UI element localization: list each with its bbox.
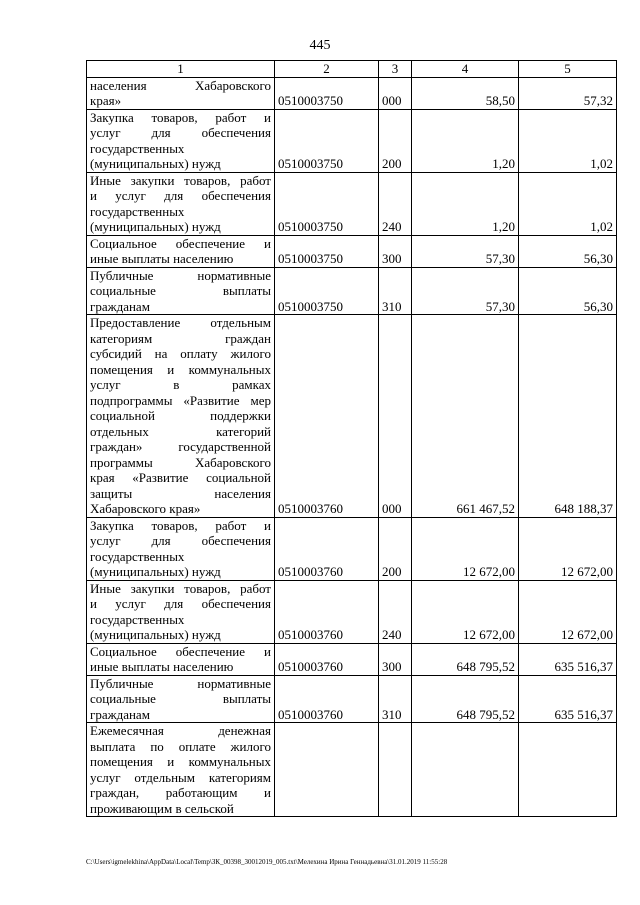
row-name-cell (87, 315, 275, 518)
target-article-cell: 0510003750 (275, 77, 379, 109)
header-row (87, 61, 617, 78)
expense-type-cell: 310 (379, 267, 412, 315)
row-name-line: граждан, работающим и (90, 785, 271, 800)
expense-type-cell: 000 (379, 315, 412, 518)
row-name-line: социальные выплаты (90, 283, 271, 298)
row-name-cell (87, 643, 275, 675)
expense-type-cell: 200 (379, 517, 412, 580)
amount-2020-cell (519, 723, 617, 817)
amount-2020-cell: 1,02 (519, 109, 617, 172)
row-name-line: Иные закупки товаров, работ (90, 580, 271, 596)
row-name-cell (87, 172, 275, 235)
row-name-line: подпрограммы «Развитие мер (90, 392, 271, 408)
amount-2020-cell: 12 672,00 (519, 580, 617, 643)
row-name-line: населения Хабаровского (90, 77, 271, 93)
row-name-cell (87, 675, 275, 723)
row-name-line: и услуг для обеспечения (90, 188, 271, 203)
amount-2019-cell: 58,50 (412, 77, 519, 109)
row-name-line: услуг для обеспечения (90, 533, 271, 548)
row-name-line: (муниципальных) нужд (90, 627, 221, 642)
row-name-line: выплата по оплате жилого (90, 738, 271, 754)
row-name-line: социальные выплаты (90, 691, 271, 706)
expense-type-cell: 240 (379, 172, 412, 235)
header-cell: 2 (275, 61, 379, 78)
table-row (87, 675, 617, 723)
amount-2020-cell: 648 188,37 (519, 315, 617, 518)
table-row (87, 77, 617, 109)
row-name-line: услуг в рамках (90, 377, 271, 392)
row-name-line: (муниципальных) нужд (90, 219, 221, 234)
row-name-line: социальной поддержки (90, 408, 271, 423)
row-name-line: Хабаровского края» (90, 501, 201, 516)
row-name-line: Публичные нормативные (90, 267, 271, 283)
row-name-line: помещения и коммунальных (90, 361, 271, 377)
row-name-cell (87, 235, 275, 267)
header-cell: 3 (379, 61, 412, 78)
amount-2020-cell: 635 516,37 (519, 643, 617, 675)
row-name-line: граждан» государственной (90, 439, 271, 454)
target-article-cell: 0510003760 (275, 315, 379, 518)
row-name-line: Закупка товаров, работ и (90, 109, 271, 125)
row-name-cell (87, 267, 275, 315)
row-name-line: категориям граждан (90, 330, 271, 346)
target-article-cell: 0510003750 (275, 267, 379, 315)
row-name-line: Социальное обеспечение и (90, 235, 271, 251)
table-row (87, 580, 617, 643)
header-cell: 1 (87, 61, 275, 78)
row-name-line: Ежемесячная денежная (90, 723, 271, 738)
target-article-cell: 0510003750 (275, 235, 379, 267)
amount-2019-cell: 12 672,00 (412, 517, 519, 580)
row-name-line: услуг для обеспечения (90, 125, 271, 140)
amount-2019-cell: 12 672,00 (412, 580, 519, 643)
amount-2020-cell: 1,02 (519, 172, 617, 235)
amount-2020-cell: 56,30 (519, 235, 617, 267)
expense-type-cell: 000 (379, 77, 412, 109)
row-name-line: проживающим в сельской (90, 800, 234, 816)
row-name-line: защиты населения (90, 485, 271, 501)
row-name-cell (87, 109, 275, 172)
target-article-cell: 0510003750 (275, 109, 379, 172)
row-name-line: субсидий на оплату жилого (90, 346, 271, 361)
target-article-cell: 0510003750 (275, 172, 379, 235)
row-name-line: иные выплаты населению (90, 251, 234, 266)
amount-2019-cell: 661 467,52 (412, 315, 519, 518)
table-row (87, 315, 617, 518)
row-name-line: иные выплаты населению (90, 659, 234, 674)
amount-2019-cell: 648 795,52 (412, 643, 519, 675)
amount-2020-cell: 12 672,00 (519, 517, 617, 580)
table-row (87, 723, 617, 817)
row-name-line: государственных (90, 611, 185, 627)
row-name-line: Иные закупки товаров, работ (90, 172, 271, 188)
target-article-cell: 0510003760 (275, 517, 379, 580)
budget-table (86, 60, 617, 817)
target-article-cell: 0510003760 (275, 675, 379, 723)
amount-2020-cell: 57,32 (519, 77, 617, 109)
expense-type-cell: 310 (379, 675, 412, 723)
row-name-cell (87, 723, 275, 817)
target-article-cell: 0510003760 (275, 580, 379, 643)
target-article-cell: 0510003760 (275, 643, 379, 675)
row-name-line: (муниципальных) нужд (90, 564, 221, 579)
row-name-line: Социальное обеспечение и (90, 643, 271, 659)
table-row (87, 109, 617, 172)
table-row (87, 235, 617, 267)
row-name-line: гражданам (90, 298, 150, 314)
row-name-line: отдельных категорий (90, 423, 271, 439)
row-name-line: программы Хабаровского (90, 454, 271, 470)
amount-2019-cell: 57,30 (412, 267, 519, 315)
expense-type-cell (379, 723, 412, 817)
amount-2019-cell: 1,20 (412, 172, 519, 235)
header-cell: 4 (412, 61, 519, 78)
amount-2020-cell: 635 516,37 (519, 675, 617, 723)
row-name-line: края» (90, 93, 122, 108)
row-name-line: государственных (90, 548, 185, 564)
amount-2020-cell: 56,30 (519, 267, 617, 315)
row-name-line: государственных (90, 140, 185, 156)
table-row (87, 517, 617, 580)
row-name-line: Закупка товаров, работ и (90, 517, 271, 533)
amount-2019-cell: 648 795,52 (412, 675, 519, 723)
page-number: 445 (309, 38, 331, 53)
table-row (87, 643, 617, 675)
expense-type-cell: 240 (379, 580, 412, 643)
target-article-cell (275, 723, 379, 817)
row-name-line: (муниципальных) нужд (90, 156, 221, 171)
row-name-line: Предоставление отдельным (90, 315, 271, 330)
amount-2019-cell: 57,30 (412, 235, 519, 267)
row-name-line: края «Развитие социальной (90, 470, 271, 485)
row-name-cell (87, 580, 275, 643)
row-name-line: и услуг для обеспечения (90, 596, 271, 611)
table-row (87, 172, 617, 235)
expense-type-cell: 300 (379, 235, 412, 267)
row-name-line: гражданам (90, 706, 150, 722)
expense-type-cell: 300 (379, 643, 412, 675)
row-name-line: услуг отдельным категориям (90, 769, 271, 785)
file-path-footer: C:\Users\igmelekhina\AppData\Local\Temp\ЗК_00398_30012019_005.txt\Мелехина Ирина Геннадьевна\31.01.2019 11:55:28 (86, 858, 448, 866)
table-row (87, 267, 617, 315)
header-cell: 5 (519, 61, 617, 78)
table-body (87, 77, 617, 817)
row-name-cell (87, 77, 275, 109)
row-name-line: Публичные нормативные (90, 675, 271, 691)
amount-2019-cell (412, 723, 519, 817)
expense-type-cell: 200 (379, 109, 412, 172)
row-name-cell (87, 517, 275, 580)
row-name-line: помещения и коммунальных (90, 754, 271, 769)
row-name-line: государственных (90, 203, 185, 219)
amount-2019-cell: 1,20 (412, 109, 519, 172)
